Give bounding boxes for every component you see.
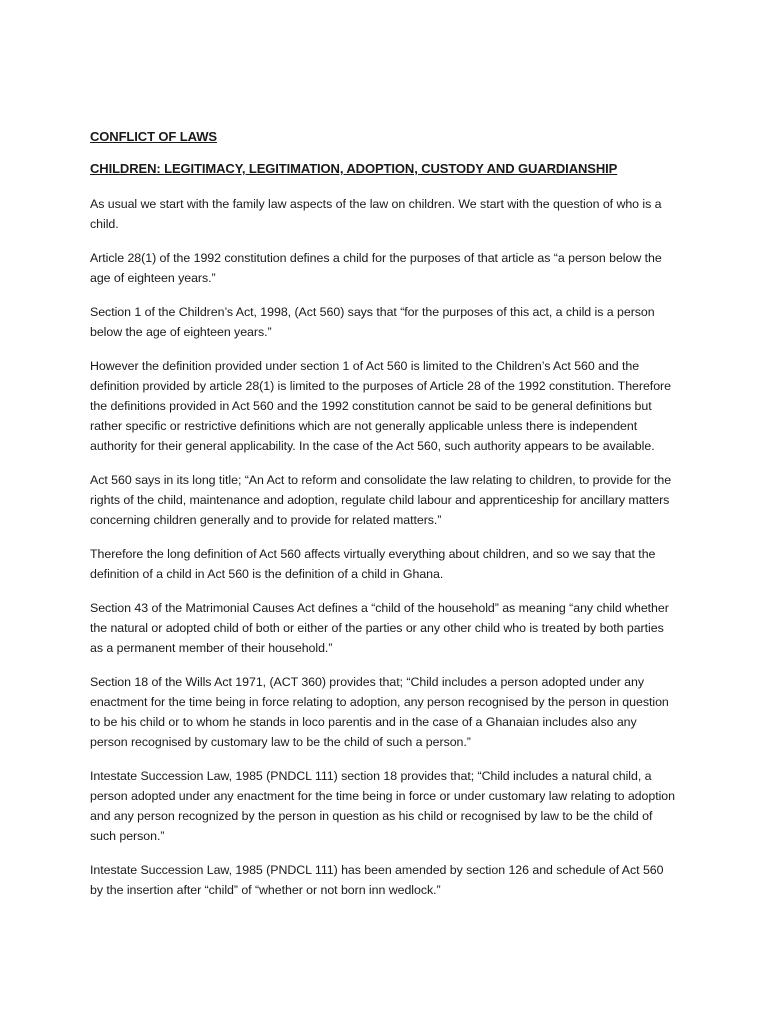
paragraph-9: Intestate Succession Law, 1985 (PNDCL 111) section 18 provides that; “Child includes a natural child, a person adopted under any enactment for the time being in force or under customary law relating to adoption and any person recognized by the person in question as his child or recognised by law to be the child of such person.”	[90, 769, 675, 843]
paragraph-4: However the definition provided under section 1 of Act 560 is limited to the Children’s Act 560 and the definition provided by article 28(1) is limited to the purposes of Article 28 of the 1992 constitution. Therefore the definitions provided in Act 560 and the 1992 constitution cannot be said to be general definitions but rather specific or restrictive definitions which are not generally applicable unless there is independent authority for their general applicability. In the case of the Act 560, such authority appears to be available.	[90, 359, 671, 453]
paragraph-6: Therefore the long definition of Act 560 affects virtually everything about children, and so we say that the definition of a child in Act 560 is the definition of a child in Ghana.	[90, 547, 656, 581]
document-subtitle: CHILDREN: LEGITIMACY, LEGITIMATION, ADOPTION, CUSTODY AND GUARDIANSHIP	[90, 161, 618, 176]
paragraph-7: Section 43 of the Matrimonial Causes Act defines a “child of the household” as meaning “any child whether the natural or adopted child of both or either of the parties or any other child who is treated by both parties as a permanent member of their household.”	[90, 601, 669, 655]
document-body	[90, 127, 676, 914]
paragraph-8: Section 18 of the Wills Act 1971, (ACT 360) provides that; “Child includes a person adopted under any enactment for the time being in force relating to adoption, any person recognised by the person in question to be his child or to whom he stands in loco parentis and in the case of a Ghanaian includes also any person recognised by customary law to be the child of such a person.”	[90, 675, 669, 749]
paragraph-3: Section 1 of the Children’s Act, 1998, (Act 560) says that “for the purposes of this act, a child is a person below the age of eighteen years.”	[90, 305, 655, 339]
paragraph-1: As usual we start with the family law aspects of the law on children. We start with the question of who is a child.	[90, 197, 662, 231]
paragraph-5: Act 560 says in its long title; “An Act to reform and consolidate the law relating to children, to provide for the rights of the child, maintenance and adoption, regulate child labour and apprenticeship for ancillary matters concerning children generally and to provide for related matters.”	[90, 473, 672, 527]
document-title: CONFLICT OF LAWS	[90, 129, 217, 144]
paragraph-10: Intestate Succession Law, 1985 (PNDCL 111) has been amended by section 126 and schedule of Act 560 by the insertion after “child” of “whether or not born inn wedlock.”	[90, 863, 664, 897]
paragraph-2: Article 28(1) of the 1992 constitution defines a child for the purposes of that article as “a person below the age of eighteen years.”	[90, 251, 662, 285]
